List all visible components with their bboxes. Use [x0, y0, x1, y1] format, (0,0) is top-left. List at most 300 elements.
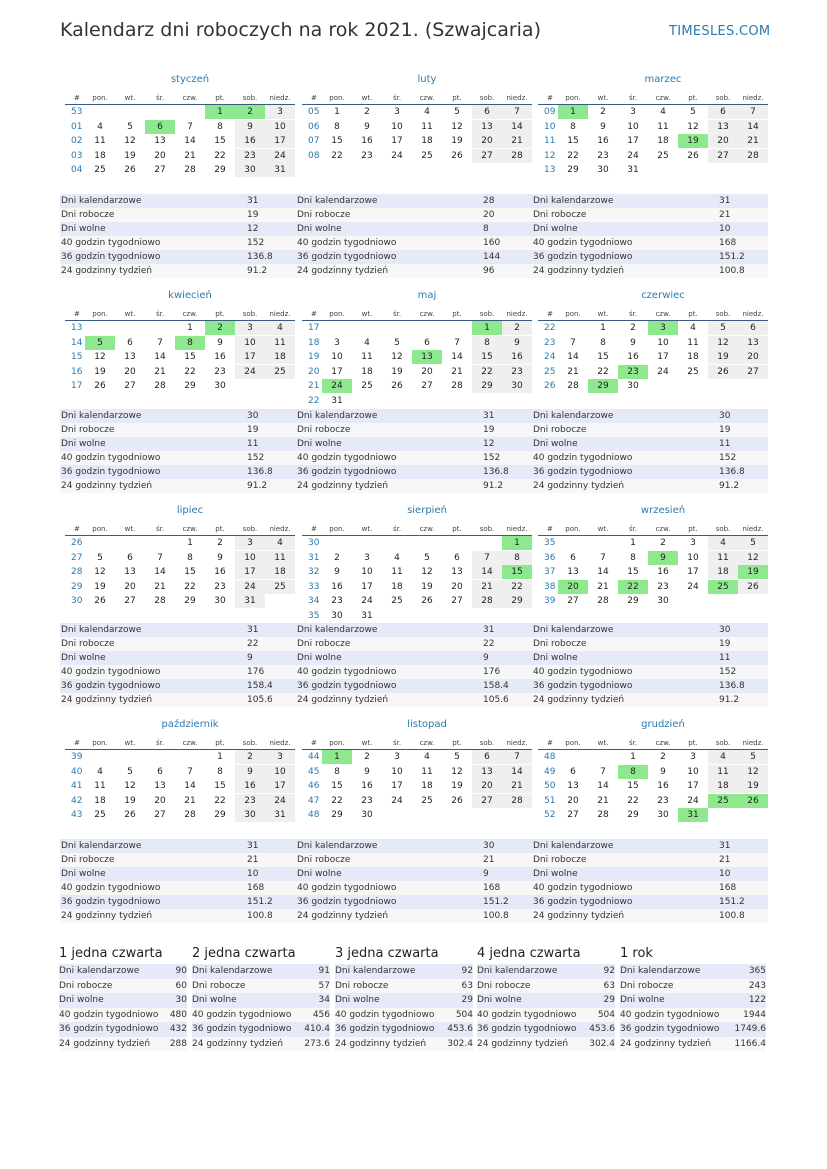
week-number[interactable]: 41	[71, 781, 83, 791]
day-cell[interactable]: 11	[657, 121, 669, 132]
brand-logo[interactable]: TIMESLES.COM	[669, 24, 771, 39]
day-cell[interactable]: 11	[94, 781, 106, 791]
week-number[interactable]: 39	[71, 752, 83, 762]
day-cell[interactable]: 20	[154, 795, 166, 806]
day-cell[interactable]: 22	[184, 366, 196, 377]
week-number[interactable]: 02	[71, 136, 83, 146]
day-cell[interactable]: 31	[331, 395, 343, 406]
day-cell[interactable]: 9	[502, 336, 532, 350]
day-cell[interactable]: 7	[454, 337, 460, 348]
week-number[interactable]: 48	[544, 752, 556, 762]
day-cell[interactable]: 10	[391, 121, 403, 132]
day-cell[interactable]: 25	[391, 596, 403, 606]
holiday-day-cell[interactable]: 19	[678, 134, 708, 148]
day-cell[interactable]: 3	[235, 321, 265, 335]
day-cell[interactable]: 2	[334, 552, 340, 563]
day-cell[interactable]: 23	[235, 794, 265, 808]
holiday-day-cell[interactable]: 2	[205, 321, 235, 335]
day-cell[interactable]: 6	[570, 766, 576, 777]
week-number[interactable]: 13	[544, 165, 556, 175]
week-number[interactable]: 27	[71, 552, 83, 563]
day-cell[interactable]: 23	[597, 150, 609, 161]
day-cell[interactable]: 27	[124, 596, 136, 606]
day-cell[interactable]: 24	[627, 150, 639, 161]
week-number[interactable]: 18	[308, 337, 320, 348]
day-cell[interactable]: 26	[687, 150, 699, 161]
day-cell[interactable]: 4	[97, 121, 103, 132]
holiday-day-cell[interactable]: 20	[558, 580, 588, 594]
day-cell[interactable]: 5	[708, 321, 738, 335]
day-cell[interactable]: 10	[687, 766, 699, 777]
day-cell[interactable]: 22	[331, 795, 343, 806]
day-cell[interactable]: 21	[472, 580, 502, 594]
week-number[interactable]: 23	[544, 337, 556, 348]
day-cell[interactable]: 23	[361, 150, 373, 161]
day-cell[interactable]: 18	[265, 350, 295, 364]
day-cell[interactable]: 9	[364, 766, 370, 777]
week-number[interactable]: 12	[544, 150, 556, 161]
week-number[interactable]: 26	[544, 381, 556, 391]
day-cell[interactable]: 4	[265, 321, 295, 335]
day-cell[interactable]: 11	[421, 121, 433, 132]
holiday-day-cell[interactable]: 9	[648, 551, 678, 565]
day-cell[interactable]: 1	[187, 323, 193, 333]
day-cell[interactable]: 14	[567, 352, 579, 362]
day-cell[interactable]: 30	[235, 163, 265, 177]
day-cell[interactable]: 18	[94, 150, 106, 161]
day-cell[interactable]: 23	[214, 366, 226, 377]
day-cell[interactable]: 13	[738, 336, 768, 350]
day-cell[interactable]: 30	[627, 381, 639, 391]
day-cell[interactable]: 14	[502, 120, 532, 134]
day-cell[interactable]: 2	[217, 538, 223, 548]
day-cell[interactable]: 14	[597, 567, 609, 577]
day-cell[interactable]: 25	[421, 795, 433, 806]
day-cell[interactable]: 10	[265, 765, 295, 779]
day-cell[interactable]: 8	[187, 552, 193, 563]
week-number[interactable]: 25	[544, 366, 556, 377]
day-cell[interactable]: 16	[627, 352, 639, 362]
day-cell[interactable]: 1	[217, 752, 223, 762]
day-cell[interactable]: 15	[567, 136, 579, 146]
day-cell[interactable]: 28	[472, 594, 502, 608]
day-cell[interactable]: 25	[94, 810, 106, 820]
day-cell[interactable]: 25	[421, 150, 433, 161]
day-cell[interactable]: 14	[184, 136, 196, 146]
day-cell[interactable]: 10	[265, 120, 295, 134]
day-cell[interactable]: 23	[657, 581, 669, 592]
day-cell[interactable]: 11	[265, 551, 295, 565]
day-cell[interactable]: 21	[502, 779, 532, 793]
day-cell[interactable]: 5	[127, 766, 133, 777]
day-cell[interactable]: 24	[657, 366, 669, 377]
week-number[interactable]: 10	[544, 121, 556, 132]
week-number[interactable]: 47	[308, 795, 320, 806]
day-cell[interactable]: 12	[124, 781, 136, 791]
day-cell[interactable]: 29	[184, 596, 196, 606]
day-cell[interactable]: 6	[454, 552, 460, 563]
day-cell[interactable]: 11	[265, 336, 295, 350]
day-cell[interactable]: 9	[235, 765, 265, 779]
day-cell[interactable]: 20	[567, 795, 579, 806]
day-cell[interactable]: 13	[567, 781, 579, 791]
day-cell[interactable]: 13	[124, 567, 136, 577]
day-cell[interactable]: 25	[265, 365, 295, 379]
holiday-day-cell[interactable]: 1	[558, 105, 588, 119]
day-cell[interactable]: 15	[627, 781, 639, 791]
day-cell[interactable]: 3	[235, 536, 265, 550]
day-cell[interactable]: 24	[235, 365, 265, 379]
day-cell[interactable]: 4	[660, 107, 666, 117]
holiday-day-cell[interactable]: 26	[738, 794, 768, 808]
month-name[interactable]: sierpień	[407, 505, 447, 516]
day-cell[interactable]: 3	[265, 750, 295, 764]
day-cell[interactable]: 18	[391, 581, 403, 592]
day-cell[interactable]: 16	[657, 567, 669, 577]
week-number[interactable]: 30	[308, 538, 320, 548]
day-cell[interactable]: 16	[597, 136, 609, 146]
day-cell[interactable]: 29	[214, 165, 226, 175]
day-cell[interactable]: 16	[331, 581, 343, 592]
day-cell[interactable]: 27	[567, 810, 579, 820]
day-cell[interactable]: 19	[451, 136, 463, 146]
day-cell[interactable]: 25	[361, 381, 373, 391]
month-name[interactable]: czerwiec	[641, 290, 685, 301]
day-cell[interactable]: 7	[157, 337, 163, 348]
day-cell[interactable]: 25	[657, 150, 669, 161]
day-cell[interactable]: 4	[424, 107, 430, 117]
day-cell[interactable]: 19	[124, 150, 136, 161]
day-cell[interactable]: 20	[451, 581, 463, 592]
day-cell[interactable]: 3	[394, 107, 400, 117]
day-cell[interactable]: 20	[421, 366, 433, 377]
day-cell[interactable]: 2	[660, 752, 666, 762]
day-cell[interactable]: 15	[331, 781, 343, 791]
day-cell[interactable]: 11	[687, 337, 699, 348]
day-cell[interactable]: 10	[235, 551, 265, 565]
day-cell[interactable]: 10	[331, 352, 343, 362]
day-cell[interactable]: 24	[687, 795, 699, 806]
day-cell[interactable]: 28	[502, 794, 532, 808]
day-cell[interactable]: 13	[124, 352, 136, 362]
week-number[interactable]: 45	[308, 766, 320, 777]
day-cell[interactable]: 21	[154, 581, 166, 592]
week-number[interactable]: 17	[71, 381, 83, 391]
day-cell[interactable]: 28	[502, 149, 532, 163]
holiday-day-cell[interactable]: 24	[322, 379, 352, 393]
day-cell[interactable]: 2	[364, 752, 370, 762]
day-cell[interactable]: 28	[451, 381, 463, 391]
day-cell[interactable]: 27	[738, 365, 768, 379]
day-cell[interactable]: 8	[502, 551, 532, 565]
week-number[interactable]: 01	[71, 121, 83, 132]
day-cell[interactable]: 12	[451, 121, 463, 132]
day-cell[interactable]: 2	[660, 538, 666, 548]
day-cell[interactable]: 9	[630, 337, 636, 348]
week-number[interactable]: 38	[544, 581, 556, 592]
holiday-day-cell[interactable]: 15	[502, 565, 532, 579]
day-cell[interactable]: 6	[570, 552, 576, 563]
day-cell[interactable]: 26	[124, 810, 136, 820]
day-cell[interactable]: 18	[361, 366, 373, 377]
day-cell[interactable]: 17	[265, 779, 295, 793]
day-cell[interactable]: 22	[472, 365, 502, 379]
day-cell[interactable]: 3	[690, 752, 696, 762]
day-cell[interactable]: 29	[627, 810, 639, 820]
holiday-day-cell[interactable]: 25	[708, 580, 738, 594]
day-cell[interactable]: 16	[361, 781, 373, 791]
day-cell[interactable]: 12	[421, 567, 433, 577]
day-cell[interactable]: 24	[235, 580, 265, 594]
week-number[interactable]: 34	[308, 596, 320, 606]
day-cell[interactable]: 2	[235, 750, 265, 764]
day-cell[interactable]: 3	[265, 105, 295, 119]
holiday-day-cell[interactable]: 1	[322, 750, 352, 764]
day-cell[interactable]: 14	[597, 781, 609, 791]
day-cell[interactable]: 12	[687, 121, 699, 132]
day-cell[interactable]: 17	[235, 350, 265, 364]
day-cell[interactable]: 10	[657, 337, 669, 348]
day-cell[interactable]: 15	[214, 781, 226, 791]
day-cell[interactable]: 15	[184, 352, 196, 362]
day-cell[interactable]: 2	[630, 323, 636, 333]
week-number[interactable]: 26	[71, 538, 83, 548]
day-cell[interactable]: 11	[94, 136, 106, 146]
day-cell[interactable]: 20	[472, 779, 502, 793]
day-cell[interactable]: 9	[217, 552, 223, 563]
day-cell[interactable]: 21	[184, 795, 196, 806]
day-cell[interactable]: 14	[154, 567, 166, 577]
day-cell[interactable]: 10	[235, 336, 265, 350]
week-number[interactable]: 03	[71, 150, 83, 161]
day-cell[interactable]: 18	[421, 136, 433, 146]
week-number[interactable]: 52	[544, 810, 556, 820]
day-cell[interactable]: 17	[687, 567, 699, 577]
week-number[interactable]: 22	[308, 395, 320, 406]
day-cell[interactable]: 20	[154, 150, 166, 161]
week-number[interactable]: 33	[308, 581, 320, 592]
day-cell[interactable]: 22	[331, 150, 343, 161]
day-cell[interactable]: 27	[708, 149, 738, 163]
day-cell[interactable]: 11	[708, 765, 738, 779]
day-cell[interactable]: 13	[708, 120, 738, 134]
day-cell[interactable]: 16	[235, 779, 265, 793]
day-cell[interactable]: 14	[451, 352, 463, 362]
day-cell[interactable]: 4	[708, 536, 738, 550]
day-cell[interactable]: 2	[364, 107, 370, 117]
day-cell[interactable]: 8	[217, 121, 223, 132]
day-cell[interactable]: 28	[184, 810, 196, 820]
day-cell[interactable]: 26	[94, 381, 106, 391]
day-cell[interactable]: 27	[472, 794, 502, 808]
day-cell[interactable]: 24	[265, 149, 295, 163]
day-cell[interactable]: 10	[687, 552, 699, 563]
day-cell[interactable]: 23	[361, 795, 373, 806]
day-cell[interactable]: 28	[597, 596, 609, 606]
day-cell[interactable]: 3	[630, 107, 636, 117]
day-cell[interactable]: 9	[334, 567, 340, 577]
day-cell[interactable]: 4	[690, 323, 696, 333]
day-cell[interactable]: 12	[451, 766, 463, 777]
week-number[interactable]: 13	[71, 323, 83, 333]
day-cell[interactable]: 28	[738, 149, 768, 163]
week-number[interactable]: 44	[308, 752, 320, 762]
day-cell[interactable]: 6	[472, 105, 502, 119]
month-name[interactable]: styczeń	[170, 74, 210, 85]
week-number[interactable]: 43	[71, 810, 83, 820]
day-cell[interactable]: 28	[567, 381, 579, 391]
holiday-day-cell[interactable]: 5	[85, 336, 115, 350]
day-cell[interactable]: 8	[630, 552, 636, 563]
day-cell[interactable]: 19	[391, 366, 403, 377]
day-cell[interactable]: 17	[627, 136, 639, 146]
day-cell[interactable]: 4	[364, 337, 370, 348]
day-cell[interactable]: 26	[391, 381, 403, 391]
day-cell[interactable]: 10	[391, 766, 403, 777]
day-cell[interactable]: 5	[738, 750, 768, 764]
day-cell[interactable]: 14	[154, 352, 166, 362]
holiday-day-cell[interactable]: 23	[618, 365, 648, 379]
day-cell[interactable]: 8	[570, 121, 576, 132]
day-cell[interactable]: 5	[738, 536, 768, 550]
week-number[interactable]: 31	[308, 552, 320, 563]
week-number[interactable]: 51	[544, 795, 556, 806]
day-cell[interactable]: 30	[502, 379, 532, 393]
day-cell[interactable]: 21	[154, 366, 166, 377]
day-cell[interactable]: 1	[187, 538, 193, 548]
day-cell[interactable]: 7	[600, 766, 606, 777]
day-cell[interactable]: 12	[94, 352, 106, 362]
week-number[interactable]: 11	[544, 136, 556, 146]
day-cell[interactable]: 23	[657, 795, 669, 806]
day-cell[interactable]: 31	[265, 808, 295, 822]
day-cell[interactable]: 4	[394, 552, 400, 563]
day-cell[interactable]: 22	[184, 581, 196, 592]
day-cell[interactable]: 14	[502, 765, 532, 779]
day-cell[interactable]: 28	[154, 381, 166, 391]
day-cell[interactable]: 30	[331, 610, 343, 621]
week-number[interactable]: 53	[71, 107, 83, 117]
holiday-day-cell[interactable]: 1	[502, 536, 532, 550]
day-cell[interactable]: 23	[235, 149, 265, 163]
day-cell[interactable]: 21	[597, 581, 609, 592]
day-cell[interactable]: 18	[265, 565, 295, 579]
day-cell[interactable]: 31	[361, 610, 373, 621]
day-cell[interactable]: 16	[361, 136, 373, 146]
day-cell[interactable]: 18	[94, 795, 106, 806]
day-cell[interactable]: 8	[334, 766, 340, 777]
day-cell[interactable]: 5	[394, 337, 400, 348]
day-cell[interactable]: 26	[451, 150, 463, 161]
day-cell[interactable]: 25	[94, 165, 106, 175]
day-cell[interactable]: 26	[421, 596, 433, 606]
day-cell[interactable]: 6	[424, 337, 430, 348]
day-cell[interactable]: 15	[331, 136, 343, 146]
day-cell[interactable]: 29	[627, 596, 639, 606]
week-number[interactable]: 05	[308, 107, 320, 117]
day-cell[interactable]: 9	[660, 766, 666, 777]
day-cell[interactable]: 29	[331, 810, 343, 820]
day-cell[interactable]: 20	[472, 134, 502, 148]
day-cell[interactable]: 16	[235, 134, 265, 148]
day-cell[interactable]: 30	[657, 596, 669, 606]
day-cell[interactable]: 24	[361, 596, 373, 606]
day-cell[interactable]: 2	[502, 321, 532, 335]
day-cell[interactable]: 23	[214, 581, 226, 592]
day-cell[interactable]: 24	[687, 581, 699, 592]
day-cell[interactable]: 22	[567, 150, 579, 161]
week-number[interactable]: 06	[308, 121, 320, 132]
day-cell[interactable]: 29	[472, 379, 502, 393]
day-cell[interactable]: 12	[391, 352, 403, 362]
day-cell[interactable]: 8	[472, 336, 502, 350]
day-cell[interactable]: 18	[657, 136, 669, 146]
day-cell[interactable]: 14	[184, 781, 196, 791]
day-cell[interactable]: 13	[472, 765, 502, 779]
day-cell[interactable]: 8	[334, 121, 340, 132]
week-number[interactable]: 39	[544, 596, 556, 606]
month-name[interactable]: wrzesień	[640, 505, 686, 516]
day-cell[interactable]: 5	[454, 752, 460, 762]
day-cell[interactable]: 16	[502, 350, 532, 364]
month-name[interactable]: luty	[417, 74, 437, 85]
month-name[interactable]: lipiec	[176, 505, 204, 516]
day-cell[interactable]: 26	[451, 795, 463, 806]
holiday-day-cell[interactable]: 8	[175, 336, 205, 350]
day-cell[interactable]: 4	[708, 750, 738, 764]
day-cell[interactable]: 21	[738, 134, 768, 148]
day-cell[interactable]: 26	[94, 596, 106, 606]
day-cell[interactable]: 16	[214, 352, 226, 362]
day-cell[interactable]: 8	[217, 766, 223, 777]
day-cell[interactable]: 30	[657, 810, 669, 820]
week-number[interactable]: 16	[71, 366, 83, 377]
day-cell[interactable]: 18	[708, 565, 738, 579]
week-number[interactable]: 37	[544, 567, 556, 577]
day-cell[interactable]: 13	[154, 136, 166, 146]
day-cell[interactable]: 22	[214, 795, 226, 806]
day-cell[interactable]: 17	[391, 136, 403, 146]
day-cell[interactable]: 7	[472, 551, 502, 565]
day-cell[interactable]: 31	[265, 163, 295, 177]
day-cell[interactable]: 24	[391, 150, 403, 161]
day-cell[interactable]: 7	[187, 121, 193, 132]
day-cell[interactable]: 5	[454, 107, 460, 117]
day-cell[interactable]: 30	[235, 808, 265, 822]
week-number[interactable]: 24	[544, 352, 556, 362]
holiday-day-cell[interactable]: 8	[618, 765, 648, 779]
day-cell[interactable]: 23	[331, 596, 343, 606]
day-cell[interactable]: 28	[597, 810, 609, 820]
day-cell[interactable]: 17	[265, 134, 295, 148]
week-number[interactable]: 15	[71, 352, 83, 362]
day-cell[interactable]: 21	[597, 795, 609, 806]
day-cell[interactable]: 5	[424, 552, 430, 563]
day-cell[interactable]: 17	[361, 581, 373, 592]
day-cell[interactable]: 19	[451, 781, 463, 791]
week-number[interactable]: 35	[308, 610, 320, 621]
day-cell[interactable]: 17	[331, 366, 343, 377]
day-cell[interactable]: 18	[687, 352, 699, 362]
week-number[interactable]: 36	[544, 552, 556, 563]
day-cell[interactable]: 30	[361, 810, 373, 820]
day-cell[interactable]: 15	[214, 136, 226, 146]
day-cell[interactable]: 22	[627, 795, 639, 806]
day-cell[interactable]: 19	[94, 581, 106, 592]
day-cell[interactable]: 24	[391, 795, 403, 806]
day-cell[interactable]: 19	[708, 350, 738, 364]
day-cell[interactable]: 6	[157, 766, 163, 777]
